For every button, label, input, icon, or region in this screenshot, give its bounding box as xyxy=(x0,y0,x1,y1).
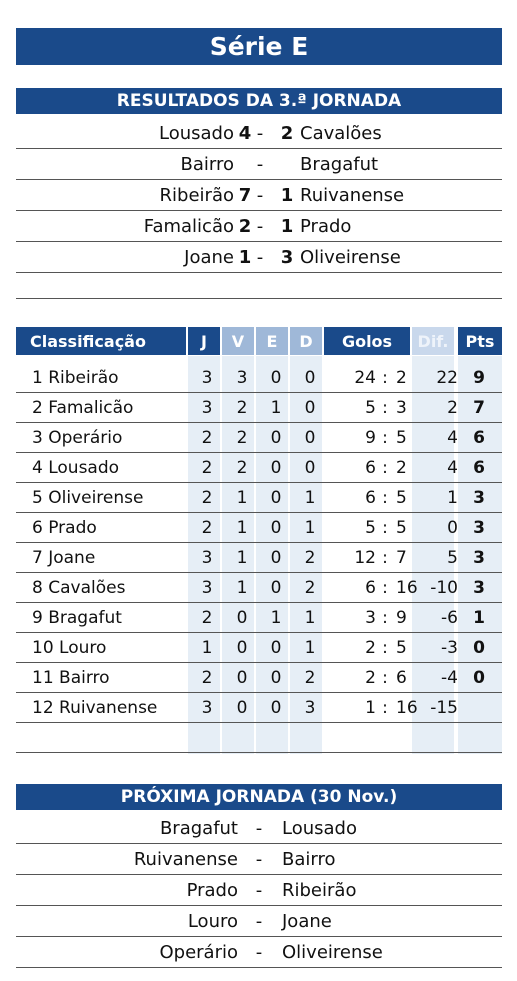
goals-against: 9 xyxy=(396,608,407,628)
wins: 2 xyxy=(236,458,248,478)
points: 6 xyxy=(473,428,485,448)
points: 3 xyxy=(473,488,485,508)
goals-against: 16 xyxy=(396,698,418,718)
wins: 2 xyxy=(236,428,248,448)
draws: 0 xyxy=(270,548,282,568)
games: 3 xyxy=(201,548,213,568)
goals-against: 16 xyxy=(396,578,418,598)
table-row xyxy=(16,542,502,573)
header-j: J xyxy=(188,327,220,355)
losses: 1 xyxy=(304,488,316,508)
wins: 1 xyxy=(236,548,248,568)
goals-colon: : xyxy=(382,458,388,478)
home-team: Lousado xyxy=(159,123,234,144)
table-row xyxy=(16,572,502,603)
away-team: Bragafut xyxy=(300,154,379,175)
goals-colon: : xyxy=(382,578,388,598)
header-dif: Dif. xyxy=(412,327,454,355)
goals-against: 5 xyxy=(396,488,407,508)
draws: 0 xyxy=(270,428,282,448)
match-row xyxy=(16,180,502,211)
fixture-dash: - xyxy=(255,942,263,963)
draws: 0 xyxy=(270,488,282,508)
table-row xyxy=(16,452,502,483)
match-row xyxy=(16,118,502,149)
table-row xyxy=(16,692,502,723)
draws: 0 xyxy=(270,698,282,718)
games: 2 xyxy=(201,668,213,688)
goal-difference: -4 xyxy=(441,668,458,688)
away-team: Lousado xyxy=(282,818,357,839)
goals-for: 9 xyxy=(365,428,376,448)
fixture-row xyxy=(16,813,502,844)
wins: 0 xyxy=(236,608,248,628)
games: 3 xyxy=(201,398,213,418)
games: 2 xyxy=(201,608,213,628)
goals-for: 12 xyxy=(354,548,376,568)
fixture-row xyxy=(16,906,502,937)
goal-difference: -10 xyxy=(430,578,458,598)
games: 3 xyxy=(201,578,213,598)
points: 3 xyxy=(473,578,485,598)
home-score: 2 xyxy=(238,216,252,237)
goal-difference: -6 xyxy=(441,608,458,628)
score-dash: - xyxy=(256,247,264,268)
match-row xyxy=(16,149,502,180)
games: 3 xyxy=(201,698,213,718)
home-team: Louro xyxy=(187,911,238,932)
fixture-row xyxy=(16,875,502,906)
team-name: 12 Ruivanense xyxy=(32,698,158,718)
home-team: Ribeirão xyxy=(159,185,234,206)
goals-against: 6 xyxy=(396,668,407,688)
goal-difference: 1 xyxy=(447,488,458,508)
table-row xyxy=(16,512,502,543)
header-pts: Pts xyxy=(458,327,502,355)
losses: 0 xyxy=(304,398,316,418)
team-name: 10 Louro xyxy=(32,638,107,658)
home-team: Joane xyxy=(184,247,234,268)
goal-difference: -15 xyxy=(430,698,458,718)
away-score: 1 xyxy=(280,216,294,237)
goals-against: 5 xyxy=(396,518,407,538)
team-name: 2 Famalicão xyxy=(32,398,134,418)
points: 3 xyxy=(473,518,485,538)
wins: 1 xyxy=(236,488,248,508)
score-dash: - xyxy=(256,185,264,206)
goals-against: 5 xyxy=(396,638,407,658)
draws: 0 xyxy=(270,458,282,478)
goals-for: 1 xyxy=(365,698,376,718)
losses: 0 xyxy=(304,428,316,448)
goals-colon: : xyxy=(382,368,388,388)
score-dash: - xyxy=(256,123,264,144)
goals-for: 2 xyxy=(365,638,376,658)
losses: 0 xyxy=(304,368,316,388)
home-team: Ruivanense xyxy=(133,849,238,870)
goals-colon: : xyxy=(382,698,388,718)
losses: 3 xyxy=(304,698,316,718)
goal-difference: 4 xyxy=(447,458,458,478)
home-score: 7 xyxy=(238,185,252,206)
team-name: 8 Cavalões xyxy=(32,578,126,598)
home-team: Bragafut xyxy=(159,818,238,839)
away-team: Prado xyxy=(300,216,352,237)
wins: 3 xyxy=(236,368,248,388)
table-row xyxy=(16,662,502,693)
games: 2 xyxy=(201,488,213,508)
goal-difference: 22 xyxy=(436,368,458,388)
goals-for: 6 xyxy=(365,488,376,508)
fixture-row xyxy=(16,937,502,968)
draws: 0 xyxy=(270,518,282,538)
goals-against: 2 xyxy=(396,458,407,478)
fixture-dash: - xyxy=(255,880,263,901)
goals-colon: : xyxy=(382,398,388,418)
divider xyxy=(16,298,502,299)
match-row xyxy=(16,211,502,242)
points: 7 xyxy=(473,398,485,418)
goals-colon: : xyxy=(382,608,388,628)
header-e: E xyxy=(256,327,288,355)
home-team: Famalicão xyxy=(143,216,234,237)
table-row xyxy=(16,362,502,393)
draws: 0 xyxy=(270,578,282,598)
divider xyxy=(16,752,502,753)
games: 3 xyxy=(201,368,213,388)
next-round-header: PRÓXIMA JORNADA (30 Nov.) xyxy=(16,784,502,810)
team-name: 5 Oliveirense xyxy=(32,488,144,508)
goals-colon: : xyxy=(382,488,388,508)
wins: 0 xyxy=(236,698,248,718)
match-row xyxy=(16,242,502,273)
losses: 2 xyxy=(304,548,316,568)
goals-for: 5 xyxy=(365,518,376,538)
losses: 2 xyxy=(304,668,316,688)
away-score: 2 xyxy=(280,123,294,144)
team-name: 6 Prado xyxy=(32,518,97,538)
results-header: RESULTADOS DA 3.ª JORNADA xyxy=(16,88,502,114)
draws: 0 xyxy=(270,638,282,658)
away-score: 1 xyxy=(280,185,294,206)
draws: 1 xyxy=(270,608,282,628)
header-team: Classificação xyxy=(16,327,186,355)
games: 1 xyxy=(201,638,213,658)
goals-against: 2 xyxy=(396,368,407,388)
table-row xyxy=(16,482,502,513)
fixture-dash: - xyxy=(255,818,263,839)
team-name: 7 Joane xyxy=(32,548,96,568)
losses: 1 xyxy=(304,608,316,628)
goal-difference: 0 xyxy=(447,518,458,538)
goals-for: 2 xyxy=(365,668,376,688)
fixture-row xyxy=(16,844,502,875)
goals-colon: : xyxy=(382,428,388,448)
losses: 0 xyxy=(304,458,316,478)
away-team: Oliveirense xyxy=(300,247,401,268)
games: 2 xyxy=(201,458,213,478)
games: 2 xyxy=(201,428,213,448)
goals-against: 5 xyxy=(396,428,407,448)
away-team: Ruivanense xyxy=(300,185,405,206)
goal-difference: 5 xyxy=(447,548,458,568)
goals-against: 3 xyxy=(396,398,407,418)
goals-for: 3 xyxy=(365,608,376,628)
draws: 0 xyxy=(270,668,282,688)
losses: 2 xyxy=(304,578,316,598)
losses: 1 xyxy=(304,518,316,538)
page-title: Série E xyxy=(16,28,502,65)
goals-for: 6 xyxy=(365,578,376,598)
wins: 1 xyxy=(236,578,248,598)
away-score: 3 xyxy=(280,247,294,268)
points: 3 xyxy=(473,548,485,568)
fixture-dash: - xyxy=(255,849,263,870)
table-row xyxy=(16,392,502,423)
goals-colon: : xyxy=(382,638,388,658)
away-team: Bairro xyxy=(282,849,336,870)
team-name: 9 Bragafut xyxy=(32,608,122,628)
score-dash: - xyxy=(256,154,264,175)
points: 1 xyxy=(473,608,485,628)
team-name: 1 Ribeirão xyxy=(32,368,119,388)
wins: 1 xyxy=(236,518,248,538)
goals-for: 24 xyxy=(354,368,376,388)
goals-colon: : xyxy=(382,548,388,568)
team-name: 11 Bairro xyxy=(32,668,110,688)
away-team: Cavalões xyxy=(300,123,382,144)
points: 9 xyxy=(473,368,485,388)
wins: 2 xyxy=(236,398,248,418)
goal-difference: 4 xyxy=(447,428,458,448)
goal-difference: 2 xyxy=(447,398,458,418)
table-row xyxy=(16,602,502,633)
draws: 1 xyxy=(270,398,282,418)
goal-difference: -3 xyxy=(441,638,458,658)
goals-colon: : xyxy=(382,518,388,538)
draws: 0 xyxy=(270,368,282,388)
games: 2 xyxy=(201,518,213,538)
team-name: 4 Lousado xyxy=(32,458,120,478)
home-team: Bairro xyxy=(180,154,234,175)
home-score: 1 xyxy=(238,247,252,268)
goals-against: 7 xyxy=(396,548,407,568)
away-team: Joane xyxy=(282,911,332,932)
score-dash: - xyxy=(256,216,264,237)
points: 0 xyxy=(473,668,485,688)
header-d: D xyxy=(290,327,322,355)
losses: 1 xyxy=(304,638,316,658)
goals-for: 6 xyxy=(365,458,376,478)
header-v: V xyxy=(222,327,254,355)
wins: 0 xyxy=(236,668,248,688)
goals-for: 5 xyxy=(365,398,376,418)
goals-colon: : xyxy=(382,668,388,688)
table-row xyxy=(16,632,502,663)
away-team: Oliveirense xyxy=(282,942,383,963)
home-score: 4 xyxy=(238,123,252,144)
points: 0 xyxy=(473,638,485,658)
team-name: 3 Operário xyxy=(32,428,123,448)
wins: 0 xyxy=(236,638,248,658)
home-team: Prado xyxy=(186,880,238,901)
points: 6 xyxy=(473,458,485,478)
table-row xyxy=(16,422,502,453)
fixture-dash: - xyxy=(255,911,263,932)
header-golos: Golos xyxy=(324,327,410,355)
home-team: Operário xyxy=(159,942,238,963)
away-team: Ribeirão xyxy=(282,880,357,901)
